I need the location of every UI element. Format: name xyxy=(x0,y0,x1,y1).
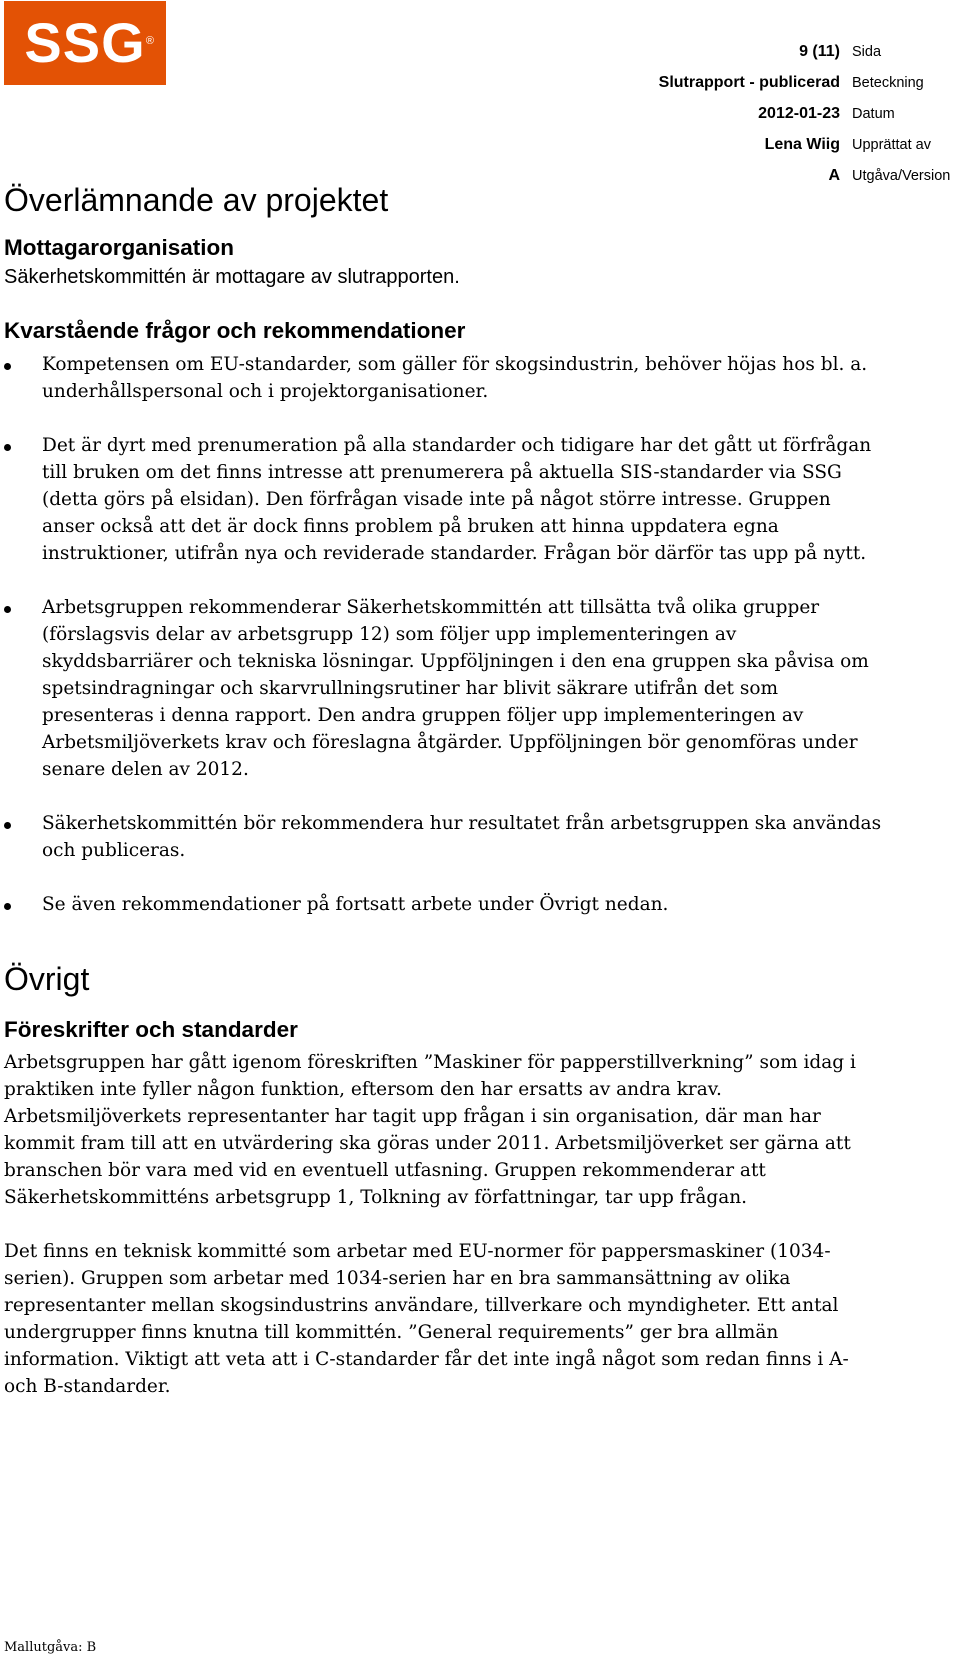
bullet-icon xyxy=(4,363,11,370)
list-item-text: Kompetensen om EU-standarder, som gäller för skogsindustrin, behöver höjas hos bl. a. underhållspersonal och i projektorganisationer. xyxy=(42,353,868,402)
bullet-icon xyxy=(4,903,11,910)
bullet-icon xyxy=(4,822,11,829)
meta-label-version: Utgåva/Version xyxy=(852,167,951,184)
receiver-text: Säkerhetskommittén är mottagare av slutrapporten. xyxy=(4,265,460,288)
meta-value-date: 2012-01-23 xyxy=(758,104,840,122)
heading-receiver: Mottagarorganisation xyxy=(4,234,235,260)
section-title-other: Övrigt xyxy=(4,960,90,997)
list-item xyxy=(4,810,884,864)
list-item xyxy=(4,891,884,918)
template-version: Mallutgåva: B xyxy=(4,1640,97,1655)
meta-row-date xyxy=(540,98,960,129)
regulations-paragraph-1: Arbetsgruppen har gått igenom föreskriften ”Maskiner för papperstillverkning” som idag i praktiken inte fyller någon funktion, eftersom den har ersatts av andra krav. Arbetsmiljöverkets representanter har tagit upp frågan i sin organisation, där man har kommit fram till att en utvärdering ska göras under 2011. Arbetsmiljöverket ser gärna att branschen bör vara med vid en eventuell utfasning. Gruppen rekommenderar att Säkerhetskommitténs arbetsgrupp 1, Tolkning av författningar, tar upp frågan. xyxy=(4,1051,856,1208)
heading-open-issues: Kvarstående frågor och rekommendationer xyxy=(4,317,466,343)
list-item-text: Säkerhetskommittén bör rekommendera hur resultatet från arbetsgruppen ska användas och publiceras. xyxy=(42,812,882,861)
recommendation-list xyxy=(4,351,884,918)
meta-row-designation xyxy=(540,67,960,98)
meta-label-date: Datum xyxy=(852,105,895,122)
list-item-text: Det är dyrt med prenumeration på alla standarder och tidigare har det gått ut förfrågan till bruken om det finns intresse att prenumerera på aktuella SIS-standarder via SSG (detta görs på elsidan). Den förfrågan visade inte på något större intresse. Gruppen anser också att det är dock finns problem på bruken att hinna uppdatera egna instruktioner, utifrån nya och reviderade standarder. Frågan bör därför tas upp på nytt. xyxy=(42,434,872,564)
document-body xyxy=(4,180,884,1400)
meta-row-page xyxy=(540,36,960,67)
heading-regulations: Föreskrifter och standarder xyxy=(4,1017,298,1043)
section-title-handover: Överlämnande av projektet xyxy=(4,182,389,218)
meta-label-author: Upprättat av xyxy=(852,136,931,153)
list-item xyxy=(4,594,884,783)
meta-value-designation: Slutrapport - publicerad xyxy=(658,73,840,91)
bullet-icon xyxy=(4,606,11,613)
bullet-icon xyxy=(4,444,11,451)
list-item-text: Arbetsgruppen rekommenderar Säkerhetskommittén att tillsätta två olika grupper (förslagsvis delar av arbetsgrupp 12) som följer upp implementeringen av skyddsbarriärer och tekniska lösningar. Uppföljningen i den ena gruppen ska påvisa om spetsindragningar och skarvrullningsrutiner har blivit säkrare utifrån det som presenteras i denna rapport. Den andra gruppen följer upp implementeringen av Arbetsmiljöverkets krav och föreslagna åtgärder. Uppföljningen bör genomföras under senare delen av 2012. xyxy=(42,596,869,780)
logo-text: SSG xyxy=(24,11,146,74)
ssg-logo xyxy=(4,1,166,85)
list-item xyxy=(4,351,884,405)
meta-label-designation: Beteckning xyxy=(852,74,924,91)
logo-registered-mark: ® xyxy=(145,35,154,47)
document-metadata xyxy=(540,36,960,191)
meta-value-page: 9 (11) xyxy=(799,42,840,60)
list-item xyxy=(4,432,884,567)
list-item-text: Se även rekommendationer på fortsatt arbete under Övrigt nedan. xyxy=(42,893,669,915)
meta-row-author xyxy=(540,129,960,160)
meta-label-page: Sida xyxy=(852,43,882,60)
meta-value-author: Lena Wiig xyxy=(764,135,840,153)
meta-value-version: A xyxy=(828,166,840,184)
regulations-paragraph-2: Det finns en teknisk kommitté som arbetar med EU-normer för pappersmaskiner (1034-serien). Gruppen som arbetar med 1034-serien har en bra sammansättning av olika representanter mellan skogsindustrins användare, tillverkare och myndigheter. Ett antal undergrupper finns knutna till kommittén. ”General requirements” ger bra allmän information. Viktigt att veta att i C-standarder får det inte ingå något som redan finns i A- och B-standarder. xyxy=(4,1240,849,1397)
